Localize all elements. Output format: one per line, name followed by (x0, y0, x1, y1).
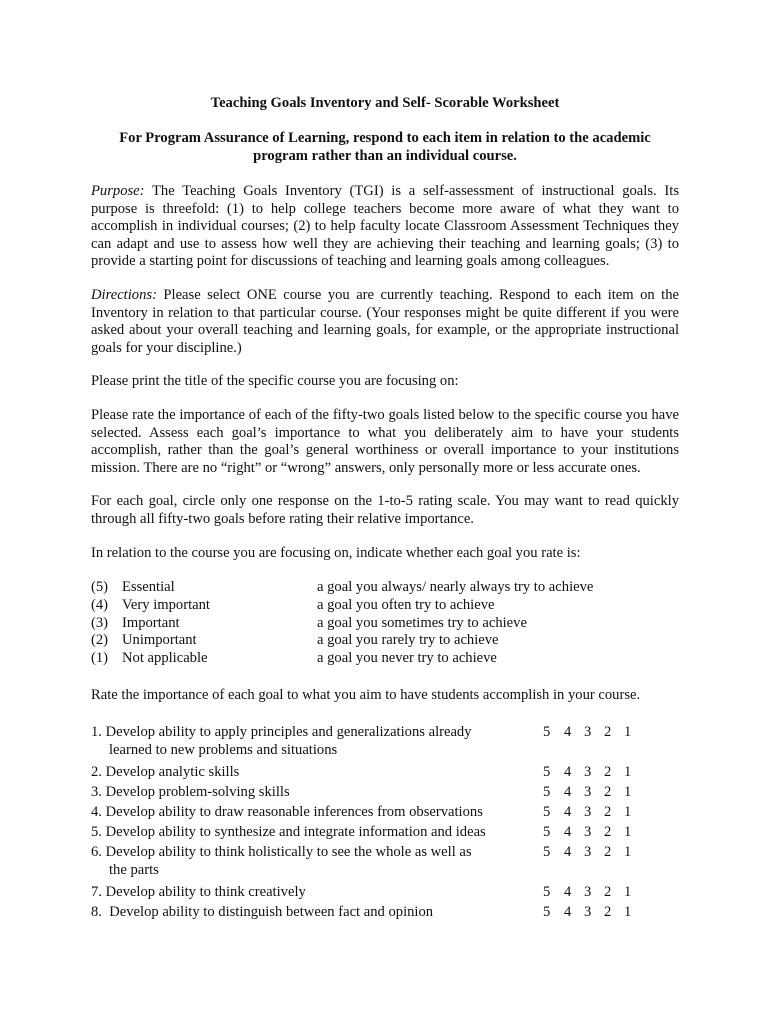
scale-number: (3) (91, 614, 109, 631)
rating-4[interactable]: 4 (564, 724, 572, 740)
rating-2[interactable]: 2 (604, 784, 612, 801)
rating-5[interactable]: 5 (543, 764, 551, 780)
rating-4[interactable]: 4 (564, 844, 572, 861)
rating-3[interactable]: 3 (584, 764, 592, 780)
scale-name: Very important (122, 596, 210, 613)
goal-item (91, 804, 651, 824)
rating-5[interactable]: 5 (543, 904, 551, 921)
circle-instructions: For each goal, circle only one response on the 1-to-5 rating scale. You may want to read quickly through all fifty-two goals before rating their relative importance. (91, 493, 679, 527)
directions-label: Directions: (91, 287, 157, 303)
rating-3[interactable]: 3 (584, 844, 592, 861)
rating-3[interactable]: 3 (584, 784, 592, 801)
scale-description: a goal you always/ nearly always try to achieve (317, 579, 594, 595)
rating-4[interactable]: 4 (564, 904, 572, 921)
rating-1[interactable]: 1 (624, 784, 632, 801)
scale-row (91, 615, 691, 633)
rating-scale-legend (91, 579, 691, 668)
scale-number: (1) (91, 650, 109, 667)
goal-text: 4. Develop ability to draw reasonable inferences from observations (91, 804, 483, 821)
rating-1[interactable]: 1 (624, 724, 632, 740)
rating-4[interactable]: 4 (564, 884, 572, 901)
goal-item (91, 764, 651, 784)
scale-row (91, 650, 691, 668)
rating-1[interactable]: 1 (624, 844, 632, 861)
rating-2[interactable]: 2 (604, 844, 612, 861)
scale-number: (4) (91, 596, 109, 613)
rate-prompt: Rate the importance of each goal to what you aim to have students accomplish in your course. (91, 687, 641, 703)
goal-text: 8. Develop ability to distinguish between fact and opinion (91, 904, 434, 921)
rating-1[interactable]: 1 (624, 904, 632, 921)
purpose-paragraph (91, 183, 679, 271)
relation-text: In relation to the course you are focusing on, indicate whether each goal you rate is: (91, 545, 581, 561)
rating-3[interactable]: 3 (584, 904, 592, 921)
rating-3[interactable]: 3 (584, 824, 592, 841)
rating-5[interactable]: 5 (543, 824, 551, 841)
rating-5[interactable]: 5 (543, 804, 551, 821)
goal-item (91, 784, 651, 804)
rating-2[interactable]: 2 (604, 904, 612, 921)
goal-text: 5. Develop ability to synthesize and integrate information and ideas (91, 824, 486, 841)
scale-row (91, 632, 691, 650)
goal-text: 1. Develop ability to apply principles and generalizations already (91, 724, 472, 740)
rating-4[interactable]: 4 (564, 784, 572, 801)
goal-text: 6. Develop ability to think holistically to see the whole as well as (91, 844, 472, 861)
document-title: Teaching Goals Inventory and Self- Scorable Worksheet (210, 95, 560, 111)
scale-row (91, 579, 691, 597)
goal-text: 2. Develop analytic skills (91, 764, 240, 780)
rating-4[interactable]: 4 (564, 824, 572, 841)
goal-item (91, 904, 651, 924)
rating-5[interactable]: 5 (543, 884, 551, 901)
scale-name: Essential (122, 579, 175, 595)
goals-list (91, 724, 651, 925)
scale-row (91, 597, 691, 615)
goal-text: 7. Develop ability to think creatively (91, 884, 306, 901)
purpose-text: The Teaching Goals Inventory (TGI) is a self-assessment of instructional goals. Its purpose is threefold: (1) to help college teachers become more aware of what they want to accomplish in individual courses; (2) to help faculty locate Classroom Assessment Techniques they can adapt and use to assess how well they are achieving their teaching and learning goals; (3) to provide a starting point for discussions of teaching and learning goals among colleagues. (91, 183, 679, 269)
scale-description: a goal you often try to achieve (317, 596, 495, 613)
goal-text: 3. Develop problem-solving skills (91, 784, 290, 801)
rating-2[interactable]: 2 (604, 824, 612, 841)
rating-4[interactable]: 4 (564, 804, 572, 821)
scale-name: Not applicable (122, 650, 208, 667)
rating-5[interactable]: 5 (543, 724, 551, 740)
goal-item (91, 844, 651, 884)
goal-text-continuation: the parts (109, 861, 159, 878)
scale-number: (2) (91, 632, 109, 649)
rating-5[interactable]: 5 (543, 784, 551, 801)
rating-1[interactable]: 1 (624, 764, 632, 780)
purpose-label: Purpose: (91, 183, 145, 199)
goal-item (91, 724, 651, 764)
rate-instructions: Please rate the importance of each of the fifty-two goals listed below to the specific course you have selected. Assess each goal’s importance to what you deliberately aim to have your students accomplish, rather than the goal’s general worthiness or overall importance to your institutions mission. There are no “right” or “wrong” answers, only personally more or less accurate ones. (91, 407, 679, 476)
scale-description: a goal you sometimes try to achieve (317, 614, 527, 631)
rating-2[interactable]: 2 (604, 804, 612, 821)
scale-description: a goal you never try to achieve (317, 650, 497, 667)
scale-description: a goal you rarely try to achieve (317, 632, 499, 649)
rating-2[interactable]: 2 (604, 724, 612, 740)
rating-1[interactable]: 1 (624, 884, 632, 901)
rating-2[interactable]: 2 (604, 764, 612, 780)
directions-text: Please select ONE course you are currently teaching. Respond to each item on the Inventory in relation to that particular course. (Your responses might be quite different if you were asked about your overall teaching and learning goals, for example, or the appropriate instructional goals for your discipline.) (91, 287, 679, 356)
rating-4[interactable]: 4 (564, 764, 572, 780)
document-subtitle: For Program Assurance of Learning, respond to each item in relation to the academic program rather than an individual course. (119, 130, 651, 164)
goal-text-continuation: learned to new problems and situations (109, 741, 338, 758)
rating-1[interactable]: 1 (624, 804, 632, 821)
scale-name: Important (122, 614, 180, 631)
rating-3[interactable]: 3 (584, 804, 592, 821)
scale-name: Unimportant (122, 632, 197, 649)
scale-number: (5) (91, 579, 109, 595)
rating-3[interactable]: 3 (584, 884, 592, 901)
rating-3[interactable]: 3 (584, 724, 592, 740)
rating-2[interactable]: 2 (604, 884, 612, 901)
rating-5[interactable]: 5 (543, 844, 551, 861)
print-title-prompt: Please print the title of the specific course you are focusing on: (91, 373, 459, 389)
directions-paragraph (91, 287, 679, 357)
goal-item (91, 884, 651, 904)
goal-item (91, 824, 651, 844)
rating-1[interactable]: 1 (624, 824, 632, 841)
